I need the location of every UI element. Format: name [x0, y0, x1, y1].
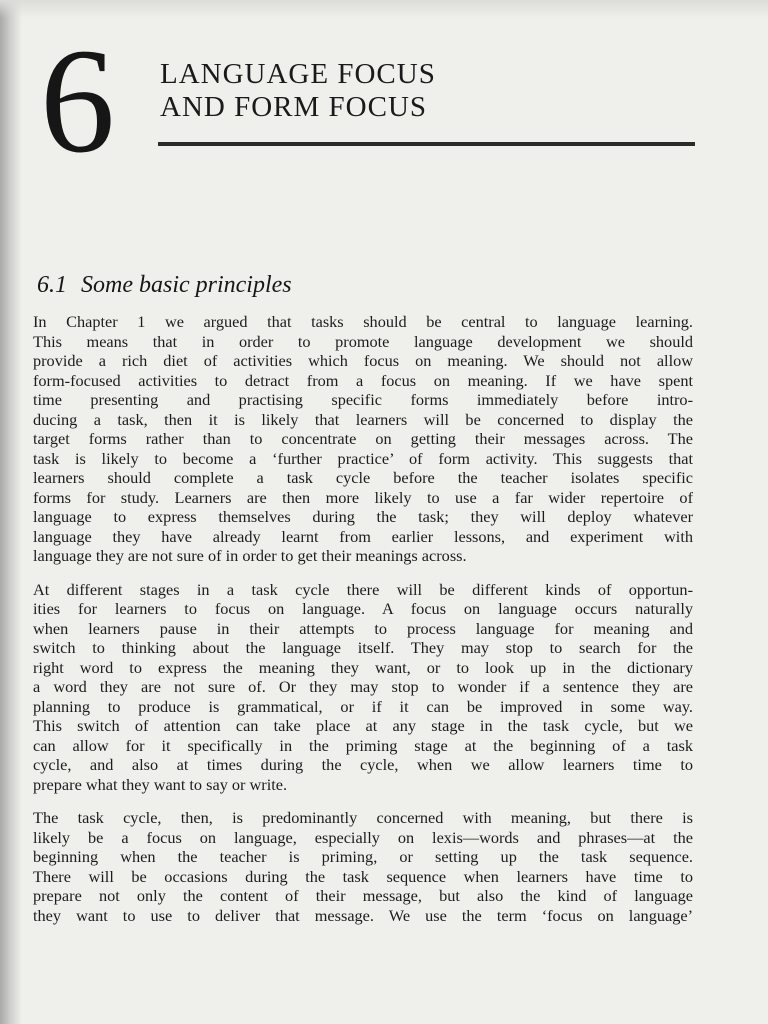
- text-line: can allow for it specifically in the priming stage at the beginning of a task: [33, 735, 693, 755]
- text-line: planning to produce is grammatical, or if it can be improved in some way.: [33, 696, 693, 716]
- chapter-title-line: LANGUAGE FOCUS: [160, 58, 436, 90]
- body-text: [33, 312, 693, 939]
- text-line: a word they are not sure of. Or they may stop to wonder if a sentence they are: [33, 677, 693, 696]
- text-line: prepare not only the content of their message, but also the kind of language: [33, 886, 693, 905]
- text-line: This switch of attention can take place at any stage in the task cycle, but we: [33, 716, 693, 735]
- text-line: The task cycle, then, is predominantly concerned with meaning, but there is: [33, 808, 693, 827]
- text-line: form-focused activities to detract from a focus on meaning. If we have spent: [33, 370, 693, 390]
- text-line: ities for learners to focus on language. A focus on language occurs naturally: [33, 599, 693, 618]
- text-line: task is likely to become a ‘further practice’ of form activity. This suggests that: [33, 448, 693, 468]
- section-title: Some basic principles: [81, 272, 292, 298]
- text-line: cycle, and also at times during the cycle, when we allow learners time to: [33, 755, 693, 774]
- text-line: target forms rather than to concentrate on getting their messages across. The: [33, 429, 693, 448]
- text-line: language they have already learnt from earlier lessons, and experiment with: [33, 526, 693, 546]
- chapter-title: [160, 58, 436, 124]
- text-line: likely be a focus on language, especially on lexis—words and phrases—at the: [33, 827, 693, 847]
- chapter-number: 6: [40, 18, 113, 184]
- text-line: language they are not sure of in order to get their meanings across.: [33, 546, 467, 565]
- text-line: In Chapter 1 we argued that tasks should be central to language learning.: [33, 312, 693, 331]
- paragraph: [33, 312, 693, 566]
- text-line: At different stages in a task cycle there will be different kinds of opportun-: [33, 579, 693, 599]
- chapter-title-rule: [158, 142, 695, 146]
- section-heading: [37, 272, 292, 299]
- text-line: they want to use to deliver that message. We use the term ‘focus on language’: [33, 905, 693, 925]
- page-binding-shadow: [0, 0, 22, 1024]
- text-line: prepare what they want to say or write.: [33, 774, 288, 794]
- page-top-shadow: [0, 0, 768, 18]
- text-line: learners should complete a task cycle before the teacher isolates specific: [33, 468, 693, 487]
- text-line: ducing a task, then it is likely that learners will be concerned to display the: [33, 409, 693, 429]
- text-line: time presenting and practising specific forms immediately before intro-: [33, 390, 693, 409]
- text-line: This means that in order to promote language development we should: [33, 331, 693, 351]
- chapter-title-line: AND FORM FOCUS: [160, 91, 428, 123]
- text-line: language to express themselves during the task; they will deploy whatever: [33, 507, 693, 526]
- text-line: provide a rich diet of activities which focus on meaning. We should not allow: [33, 351, 693, 370]
- text-line: There will be occasions during the task sequence when learners have time to: [33, 866, 693, 886]
- paragraph: [33, 580, 693, 795]
- section-number: 6.1: [37, 272, 67, 298]
- text-line: forms for study. Learners are then more likely to use a far wider repertoire of: [33, 487, 693, 507]
- text-line: right word to express the meaning they want, or to look up in the dictionary: [33, 657, 693, 677]
- text-line: switch to thinking about the language itself. They may stop to search for the: [33, 638, 693, 657]
- text-line: beginning when the teacher is priming, or setting up the task sequence.: [33, 847, 693, 866]
- text-line: when learners pause in their attempts to process language for meaning and: [33, 618, 693, 638]
- paragraph: [33, 808, 693, 925]
